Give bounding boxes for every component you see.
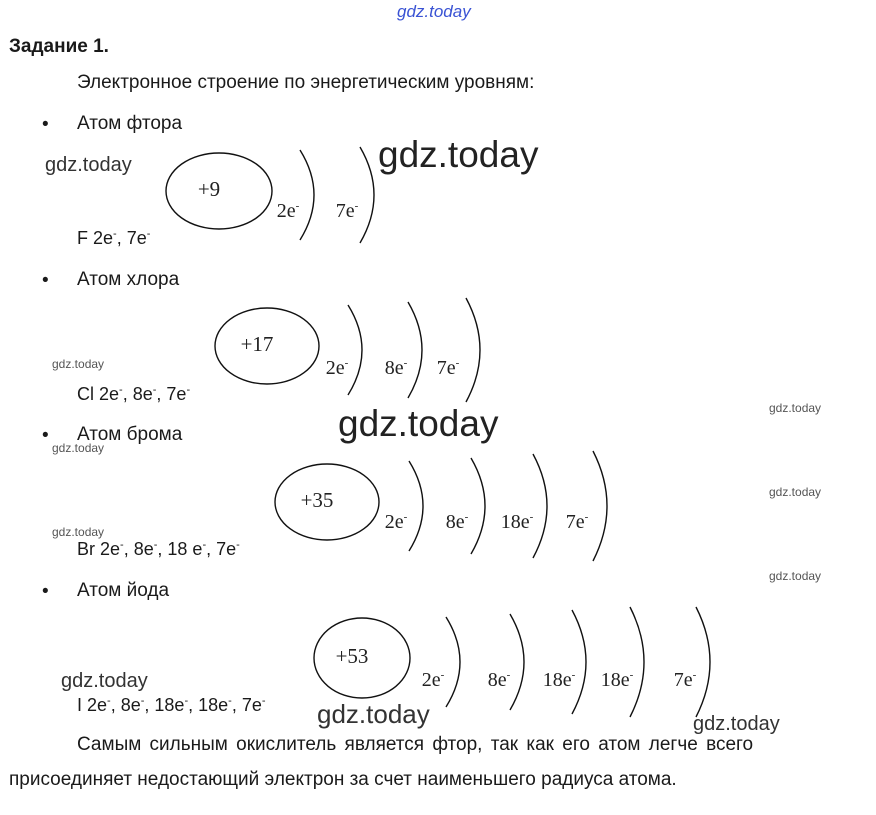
shell-charge-sup: - — [692, 669, 697, 681]
shell-electron-count — [601, 669, 634, 691]
shell-count-value: 7e — [335, 200, 355, 222]
formula-charge-sup: - — [228, 695, 232, 707]
shell-charge-sup: - — [354, 200, 359, 212]
formula-charge-sup: - — [153, 539, 158, 551]
shell-electron-count — [277, 200, 300, 222]
shell-electron-count — [422, 669, 445, 691]
nucleus-charge: +35 — [300, 488, 334, 512]
shell-charge-sup: - — [295, 200, 300, 212]
shell-charge-sup: - — [455, 357, 460, 369]
shell-count-value: 7e — [673, 669, 693, 691]
atom-label-iodine: Атом йода — [77, 580, 170, 601]
formula-part: , 7e — [156, 384, 187, 404]
watermark: gdz.today — [52, 357, 105, 371]
watermark: gdz.today — [52, 525, 105, 539]
shell-count-value: 2e — [421, 669, 441, 691]
shell-count-value: 18e — [500, 511, 530, 533]
electron-shell-arc — [300, 150, 314, 240]
formula-part: , 8e — [123, 539, 154, 559]
electron-shell-arc — [348, 305, 362, 395]
formula-charge-sup: - — [120, 539, 124, 551]
electron-shell-arc — [696, 607, 710, 717]
shell-count-value: 7e — [436, 357, 456, 379]
shell-charge-sup: - — [584, 511, 589, 523]
task-title: Задание 1. — [9, 36, 109, 57]
formula-part: , 7e — [231, 695, 262, 715]
atom-label-bromine: Атом брома — [77, 424, 183, 445]
formula-charge-sup: - — [261, 695, 266, 707]
formula-part: , 7e — [116, 228, 147, 248]
watermark-top: gdz.today — [397, 2, 471, 21]
formula-part: I 2e — [77, 695, 108, 715]
shell-count-value: 2e — [276, 200, 296, 222]
atom-diagram-chlorine — [215, 298, 480, 402]
shell-electron-count — [446, 511, 469, 533]
formula-charge-sup: - — [186, 384, 191, 396]
electron-shell-arc — [446, 617, 460, 707]
shell-electron-count — [501, 511, 534, 533]
watermark: gdz.today — [769, 569, 822, 583]
formula-charge-sup: - — [119, 384, 123, 396]
electron-shell-arc — [572, 610, 586, 714]
shell-electron-count — [674, 669, 697, 691]
formula-charge-sup: - — [236, 539, 240, 551]
bullet-dot: • — [42, 581, 49, 602]
shell-electron-count — [566, 511, 589, 533]
shell-electron-count — [488, 669, 511, 691]
electron-shell-arc — [593, 451, 607, 561]
shell-count-value: 2e — [325, 357, 345, 379]
shell-count-value: 8e — [445, 511, 465, 533]
shell-electron-count — [437, 357, 460, 379]
formula-part: , 7e — [206, 539, 237, 559]
shell-charge-sup: - — [440, 669, 445, 681]
shell-electron-count — [543, 669, 576, 691]
formula-charge-sup: - — [113, 228, 117, 240]
atom-label-chlorine: Атом хлора — [77, 269, 180, 290]
conclusion-line-2: присоединяет недостающий электрон за счет наименьшего радиуса атома. — [9, 769, 677, 790]
watermark: gdz.today — [693, 713, 780, 735]
electron-shell-arc — [533, 454, 547, 558]
formula-part: , 18e — [144, 695, 185, 715]
atom-diagram-bromine — [275, 451, 607, 561]
shell-electron-count — [336, 200, 359, 222]
conclusion-line-1: Самым сильным окислитель является фтор, так как его атом легче всего — [77, 734, 754, 755]
shell-charge-sup: - — [529, 511, 534, 523]
nucleus-charge: +17 — [240, 332, 274, 356]
electron-shell-arc — [630, 607, 644, 717]
nucleus-charge: +9 — [197, 177, 221, 201]
electron-shell-arc — [409, 461, 423, 551]
electron-shell-arc — [471, 458, 485, 554]
shell-count-value: 18e — [600, 669, 630, 691]
formula-part: Br 2e — [77, 539, 121, 559]
shell-charge-sup: - — [464, 511, 469, 523]
electron-shell-arc — [360, 147, 374, 243]
formula-part: , 18e — [188, 695, 229, 715]
formula-part: , 18 e — [157, 539, 203, 559]
nucleus-charge: +53 — [335, 644, 369, 668]
watermark: gdz.today — [61, 670, 148, 692]
formula-part: F 2e — [77, 228, 114, 248]
shell-count-value: 2e — [384, 511, 404, 533]
intro-text: Электронное строение по энергетическим уровням: — [77, 72, 535, 93]
bullet-dot: • — [42, 270, 49, 291]
shell-count-value: 8e — [487, 669, 507, 691]
formula-charge-sup: - — [107, 695, 111, 707]
watermark: gdz.today — [317, 699, 430, 729]
shell-count-value: 8e — [384, 357, 404, 379]
formula-charge-sup: - — [146, 228, 151, 240]
shell-electron-count — [326, 357, 349, 379]
bullet-dot: • — [42, 425, 49, 446]
watermark: gdz.today — [769, 485, 822, 499]
watermark: gdz.today — [45, 154, 132, 176]
shell-charge-sup: - — [506, 669, 511, 681]
watermark: gdz.today — [769, 401, 822, 415]
shell-count-value: 7e — [565, 511, 585, 533]
shell-electron-count — [385, 357, 408, 379]
electron-shell-arc — [408, 302, 422, 398]
atom-label-fluorine: Атом фтора — [77, 113, 183, 134]
atom-diagram-fluorine — [166, 147, 374, 243]
shell-charge-sup: - — [629, 669, 634, 681]
formula-charge-sup: - — [152, 384, 157, 396]
watermark: gdz.today — [378, 134, 539, 175]
electron-shell-arc — [510, 614, 524, 710]
shell-charge-sup: - — [403, 357, 408, 369]
formula-charge-sup: - — [202, 539, 207, 551]
formula-part: , 8e — [110, 695, 141, 715]
watermark: gdz.today — [338, 403, 499, 444]
shell-charge-sup: - — [403, 511, 408, 523]
formula-charge-sup: - — [140, 695, 145, 707]
bullet-dot: • — [42, 114, 49, 135]
shell-charge-sup: - — [571, 669, 576, 681]
shell-electron-count — [385, 511, 408, 533]
electron-shell-arc — [466, 298, 480, 402]
watermark: gdz.today — [52, 441, 105, 455]
formula-part: , 8e — [122, 384, 153, 404]
shell-count-value: 18e — [542, 669, 572, 691]
formula-part: Cl 2e — [77, 384, 120, 404]
formula-charge-sup: - — [184, 695, 189, 707]
shell-charge-sup: - — [344, 357, 349, 369]
